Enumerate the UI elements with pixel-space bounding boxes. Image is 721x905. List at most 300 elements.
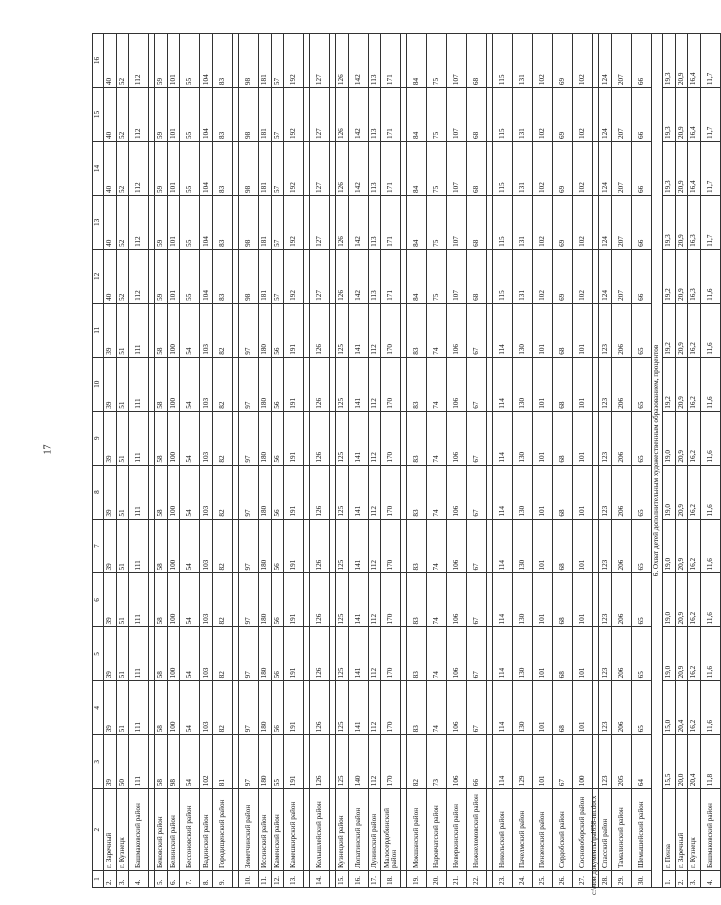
value-cell: 191: [284, 573, 304, 627]
value-cell: 191: [284, 519, 304, 573]
value-cell: 64: [631, 735, 651, 789]
value-cell: 98: [238, 249, 258, 303]
value-cell: 98: [238, 195, 258, 249]
value-cell: 206: [611, 303, 631, 357]
value-cell: 56: [271, 519, 284, 573]
table-row: [180, 34, 200, 888]
value-cell: 126: [310, 357, 330, 411]
value-cell: 97: [238, 519, 258, 573]
value-cell: 170: [381, 573, 401, 627]
value-cell: 123: [599, 411, 612, 465]
value-cell: 130: [513, 303, 533, 357]
value-cell: 170: [381, 357, 401, 411]
value-cell: 58: [155, 573, 168, 627]
value-cell: 101: [533, 681, 553, 735]
value-cell: 82: [212, 357, 232, 411]
value-cell: 66: [631, 249, 651, 303]
value-cell: 11,7: [700, 195, 720, 249]
row-number: 20.: [427, 871, 447, 888]
value-cell: 206: [611, 681, 631, 735]
value-cell: 56: [271, 465, 284, 519]
value-cell: 192: [284, 249, 304, 303]
value-cell: 83: [407, 357, 427, 411]
value-cell: 103: [200, 411, 213, 465]
value-cell: 73: [427, 735, 447, 789]
value-cell: 101: [573, 357, 593, 411]
value-cell: 107: [447, 142, 467, 196]
table-row: [200, 34, 213, 888]
value-cell: 180: [258, 519, 271, 573]
value-cell: 101: [533, 519, 553, 573]
value-cell: 11,7: [700, 142, 720, 196]
value-cell: 68: [553, 411, 573, 465]
row-number: 17.: [368, 871, 381, 888]
value-cell: 126: [336, 142, 349, 196]
value-cell: 112: [368, 357, 381, 411]
value-cell: 58: [155, 411, 168, 465]
column-number: 5: [93, 627, 104, 681]
value-cell: 115: [493, 34, 513, 88]
value-cell: 106: [447, 573, 467, 627]
value-cell: 56: [271, 357, 284, 411]
value-cell: 16,2: [688, 627, 701, 681]
value-cell: 102: [573, 88, 593, 142]
value-cell: 65: [631, 465, 651, 519]
value-cell: 75: [427, 195, 447, 249]
value-cell: 19,3: [662, 88, 675, 142]
value-cell: 101: [573, 303, 593, 357]
value-cell: 59: [155, 142, 168, 196]
value-cell: 68: [467, 142, 487, 196]
table-row: [513, 34, 533, 888]
value-cell: 101: [167, 88, 180, 142]
value-cell: 82: [212, 627, 232, 681]
value-cell: 52: [116, 142, 129, 196]
value-cell: 111: [129, 519, 149, 573]
value-cell: 127: [310, 249, 330, 303]
value-cell: 74: [427, 681, 447, 735]
value-cell: 39: [104, 411, 117, 465]
value-cell: 11,6: [700, 249, 720, 303]
district-name: Бековский район: [155, 789, 168, 871]
table-header-row: [93, 34, 104, 888]
value-cell: 101: [533, 357, 553, 411]
value-cell: 65: [631, 627, 651, 681]
value-cell: 51: [116, 681, 129, 735]
value-cell: 11,6: [700, 573, 720, 627]
value-cell: 131: [513, 34, 533, 88]
value-cell: 126: [310, 627, 330, 681]
value-cell: 100: [167, 681, 180, 735]
table-row: [688, 34, 701, 888]
value-cell: 84: [407, 88, 427, 142]
table-row: [310, 34, 330, 888]
value-cell: 82: [212, 303, 232, 357]
value-cell: 126: [310, 519, 330, 573]
value-cell: 68: [553, 357, 573, 411]
value-cell: 100: [167, 303, 180, 357]
district-name: Бессоновский район: [180, 789, 200, 871]
table-row: [116, 34, 129, 888]
value-cell: 58: [155, 627, 168, 681]
value-cell: 56: [271, 303, 284, 357]
value-cell: 20,9: [675, 195, 688, 249]
value-cell: 97: [238, 411, 258, 465]
row-number: 25.: [533, 871, 553, 888]
district-name: Тамалинский район: [611, 789, 631, 871]
value-cell: 55: [180, 88, 200, 142]
value-cell: 97: [238, 357, 258, 411]
value-cell: 107: [447, 195, 467, 249]
value-cell: 125: [336, 357, 349, 411]
table-row: [631, 34, 651, 888]
value-cell: 131: [513, 195, 533, 249]
value-cell: 114: [493, 627, 513, 681]
value-cell: 98: [167, 735, 180, 789]
district-name: Вадинский район: [200, 789, 213, 871]
column-number: 7: [93, 519, 104, 573]
value-cell: 51: [116, 627, 129, 681]
row-number: 22.: [467, 871, 487, 888]
value-cell: 16,2: [688, 519, 701, 573]
value-cell: 57: [271, 34, 284, 88]
value-cell: 58: [155, 465, 168, 519]
value-cell: 39: [104, 519, 117, 573]
value-cell: 100: [167, 357, 180, 411]
value-cell: 111: [129, 735, 149, 789]
district-name: Спасский район: [599, 789, 612, 871]
row-number: 27.: [573, 871, 593, 888]
value-cell: 140: [348, 735, 368, 789]
value-cell: 131: [513, 142, 533, 196]
value-cell: 20,9: [675, 627, 688, 681]
value-cell: 20,4: [675, 681, 688, 735]
value-cell: 83: [407, 519, 427, 573]
value-cell: 111: [129, 303, 149, 357]
value-cell: 103: [200, 681, 213, 735]
row-number: 18.: [381, 871, 401, 888]
value-cell: 125: [336, 465, 349, 519]
row-number: 16.: [348, 871, 368, 888]
value-cell: 104: [200, 34, 213, 88]
value-cell: 68: [467, 195, 487, 249]
value-cell: 51: [116, 411, 129, 465]
row-number: 28.: [599, 871, 612, 888]
value-cell: 83: [212, 142, 232, 196]
value-cell: 106: [447, 303, 467, 357]
value-cell: 103: [200, 573, 213, 627]
value-cell: 19,3: [662, 195, 675, 249]
value-cell: 75: [427, 34, 447, 88]
value-cell: 126: [310, 573, 330, 627]
value-cell: 20,4: [688, 735, 701, 789]
value-cell: 68: [467, 88, 487, 142]
value-cell: 207: [611, 142, 631, 196]
table-row: [129, 34, 149, 888]
value-cell: 54: [180, 519, 200, 573]
value-cell: 123: [599, 519, 612, 573]
value-cell: 170: [381, 519, 401, 573]
value-cell: 123: [599, 465, 612, 519]
value-cell: 74: [427, 573, 447, 627]
value-cell: 82: [212, 681, 232, 735]
value-cell: 104: [200, 195, 213, 249]
value-cell: 130: [513, 573, 533, 627]
value-cell: 20,9: [675, 411, 688, 465]
value-cell: 16,3: [688, 249, 701, 303]
value-cell: 39: [104, 573, 117, 627]
table-row: [611, 34, 631, 888]
table-row: [675, 34, 688, 888]
column-number: 8: [93, 465, 104, 519]
value-cell: 20,0: [675, 735, 688, 789]
value-cell: 114: [493, 411, 513, 465]
table-row: [167, 34, 180, 888]
value-cell: 206: [611, 411, 631, 465]
value-cell: 69: [553, 249, 573, 303]
district-name: Сосновоборский район: [573, 789, 593, 871]
value-cell: 103: [200, 357, 213, 411]
column-number: 1: [93, 871, 104, 888]
value-cell: 19,2: [662, 303, 675, 357]
table-row: [348, 34, 368, 888]
value-cell: 127: [310, 195, 330, 249]
value-cell: 97: [238, 627, 258, 681]
value-cell: 103: [200, 519, 213, 573]
value-cell: 126: [310, 681, 330, 735]
value-cell: 207: [611, 88, 631, 142]
value-cell: 82: [212, 411, 232, 465]
value-cell: 113: [368, 195, 381, 249]
district-name: Кузнецкий район: [336, 789, 349, 871]
value-cell: 16,2: [688, 465, 701, 519]
value-cell: 141: [348, 357, 368, 411]
value-cell: 55: [180, 142, 200, 196]
value-cell: 69: [553, 88, 573, 142]
value-cell: 207: [611, 34, 631, 88]
value-cell: 104: [200, 88, 213, 142]
value-cell: 74: [427, 411, 447, 465]
value-cell: 67: [467, 519, 487, 573]
row-number: 21.: [447, 871, 467, 888]
value-cell: 180: [258, 411, 271, 465]
value-cell: 102: [533, 249, 553, 303]
row-number: 10.: [238, 871, 258, 888]
value-cell: 101: [533, 465, 553, 519]
value-cell: 107: [447, 34, 467, 88]
value-cell: 39: [104, 627, 117, 681]
row-number: 14.: [310, 871, 330, 888]
value-cell: 142: [348, 88, 368, 142]
value-cell: 130: [513, 681, 533, 735]
value-cell: 126: [336, 34, 349, 88]
value-cell: 141: [348, 627, 368, 681]
value-cell: 16,4: [688, 34, 701, 88]
value-cell: 55: [180, 195, 200, 249]
value-cell: 191: [284, 303, 304, 357]
value-cell: 58: [155, 357, 168, 411]
value-cell: 83: [407, 573, 427, 627]
value-cell: 75: [427, 88, 447, 142]
value-cell: 83: [407, 465, 427, 519]
value-cell: 56: [271, 627, 284, 681]
value-cell: 124: [599, 195, 612, 249]
value-cell: 112: [368, 519, 381, 573]
value-cell: 11,8: [700, 735, 720, 789]
row-number: 4.: [129, 871, 149, 888]
value-cell: 67: [467, 627, 487, 681]
value-cell: 206: [611, 357, 631, 411]
table-row: [104, 34, 117, 888]
value-cell: 56: [271, 411, 284, 465]
value-cell: 130: [513, 465, 533, 519]
row-number: 7.: [180, 871, 200, 888]
district-name: г. Кузнецк: [116, 789, 129, 871]
value-cell: 52: [116, 88, 129, 142]
value-cell: 39: [104, 357, 117, 411]
column-number: 6: [93, 573, 104, 627]
value-cell: 52: [116, 249, 129, 303]
value-cell: 16,4: [688, 88, 701, 142]
value-cell: 56: [271, 681, 284, 735]
value-cell: 65: [631, 573, 651, 627]
table-row: [700, 34, 720, 888]
row-number: 12.: [271, 871, 284, 888]
column-number: 11: [93, 303, 104, 357]
value-cell: 102: [533, 195, 553, 249]
value-cell: 111: [129, 357, 149, 411]
value-cell: 54: [180, 303, 200, 357]
value-cell: 66: [467, 735, 487, 789]
value-cell: 102: [573, 34, 593, 88]
value-cell: 111: [129, 465, 149, 519]
value-cell: 101: [533, 411, 553, 465]
value-cell: 180: [258, 303, 271, 357]
value-cell: 124: [599, 34, 612, 88]
value-cell: 19,0: [662, 519, 675, 573]
district-name: Лопатинский район: [348, 789, 368, 871]
value-cell: 101: [573, 519, 593, 573]
table-row: [447, 34, 467, 888]
value-cell: 101: [573, 627, 593, 681]
value-cell: 123: [599, 357, 612, 411]
value-cell: 101: [533, 627, 553, 681]
value-cell: 114: [493, 357, 513, 411]
value-cell: 111: [129, 573, 149, 627]
value-cell: 112: [368, 627, 381, 681]
column-number: 3: [93, 735, 104, 789]
value-cell: 127: [310, 88, 330, 142]
row-number: 1.: [662, 871, 675, 888]
value-cell: 11,6: [700, 357, 720, 411]
value-cell: 112: [368, 681, 381, 735]
value-cell: 40: [104, 88, 117, 142]
district-name: Сердобский район: [553, 789, 573, 871]
district-name: Башмаковский район: [700, 789, 720, 871]
value-cell: 106: [447, 627, 467, 681]
value-cell: 113: [368, 34, 381, 88]
value-cell: 192: [284, 34, 304, 88]
value-cell: 101: [167, 142, 180, 196]
value-cell: 101: [533, 303, 553, 357]
value-cell: 131: [513, 88, 533, 142]
value-cell: 127: [310, 34, 330, 88]
value-cell: 111: [129, 627, 149, 681]
value-cell: 67: [467, 573, 487, 627]
value-cell: 113: [368, 249, 381, 303]
value-cell: 83: [407, 303, 427, 357]
column-number: 2: [93, 789, 104, 871]
value-cell: 181: [258, 142, 271, 196]
value-cell: 16,2: [688, 573, 701, 627]
district-name: Неверкинский район: [447, 789, 467, 871]
value-cell: 82: [212, 519, 232, 573]
value-cell: 68: [553, 627, 573, 681]
value-cell: 106: [447, 735, 467, 789]
value-cell: 180: [258, 627, 271, 681]
value-cell: 106: [447, 411, 467, 465]
value-cell: 74: [427, 627, 447, 681]
data-table: [92, 33, 721, 888]
value-cell: 114: [493, 735, 513, 789]
table-row: [284, 34, 304, 888]
value-cell: 125: [336, 519, 349, 573]
value-cell: 104: [200, 142, 213, 196]
value-cell: 124: [599, 88, 612, 142]
district-name: г. Заречный: [104, 789, 117, 871]
column-number: 10: [93, 357, 104, 411]
value-cell: 170: [381, 627, 401, 681]
value-cell: 142: [348, 142, 368, 196]
value-cell: 97: [238, 303, 258, 357]
value-cell: 74: [427, 303, 447, 357]
value-cell: 100: [167, 627, 180, 681]
value-cell: 39: [104, 303, 117, 357]
value-cell: 56: [271, 573, 284, 627]
row-number: 11.: [258, 871, 271, 888]
table-row: [662, 34, 675, 888]
value-cell: 181: [258, 88, 271, 142]
district-name: Иссинский район: [258, 789, 271, 871]
table-row: [427, 34, 447, 888]
value-cell: 97: [238, 735, 258, 789]
value-cell: 131: [513, 249, 533, 303]
value-cell: 19,0: [662, 573, 675, 627]
value-cell: 112: [368, 411, 381, 465]
column-number: 9: [93, 411, 104, 465]
row-number: 5.: [155, 871, 168, 888]
value-cell: 125: [336, 303, 349, 357]
value-cell: 55: [180, 34, 200, 88]
value-cell: 126: [310, 735, 330, 789]
value-cell: 206: [611, 519, 631, 573]
value-cell: 40: [104, 34, 117, 88]
value-cell: 129: [513, 735, 533, 789]
value-cell: 104: [200, 249, 213, 303]
value-cell: 103: [200, 465, 213, 519]
value-cell: 74: [427, 519, 447, 573]
value-cell: 100: [167, 573, 180, 627]
value-cell: 16,4: [688, 142, 701, 196]
value-cell: 126: [310, 303, 330, 357]
value-cell: 124: [599, 249, 612, 303]
table-row: [238, 34, 258, 888]
value-cell: 102: [573, 142, 593, 196]
value-cell: 192: [284, 195, 304, 249]
value-cell: 125: [336, 735, 349, 789]
section-title-row: [651, 34, 662, 888]
value-cell: 171: [381, 88, 401, 142]
